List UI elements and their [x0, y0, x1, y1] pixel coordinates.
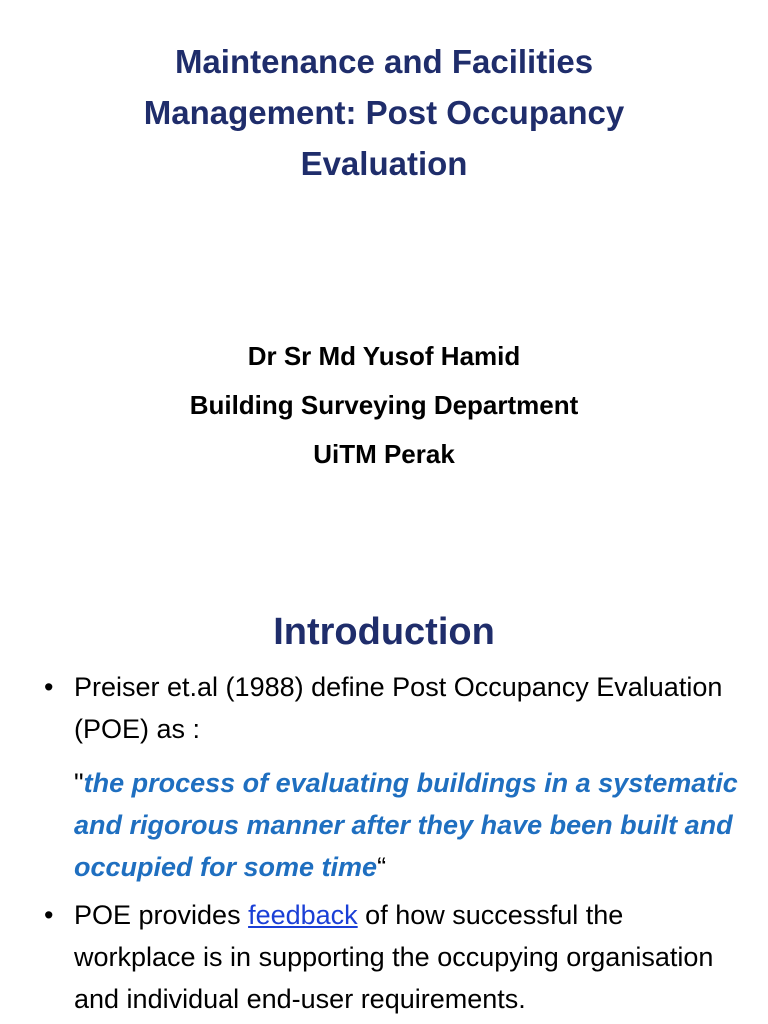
quote-text: the process of evaluating buildings in a systematic and rigorous manner after they have been built and occupied for some time — [74, 768, 738, 882]
author-institution: UiTM Perak — [313, 439, 455, 469]
feedback-link[interactable]: feedback — [248, 900, 358, 930]
slide-body — [40, 666, 740, 1020]
bullet-text: Preiser et.al (1988) define Post Occupancy Evaluation (POE) as : — [74, 672, 723, 744]
title-line: Evaluation — [300, 145, 468, 182]
bullet-item — [40, 894, 740, 1020]
author-department: Building Surveying Department — [189, 390, 579, 420]
slide-title: Introduction — [273, 611, 495, 653]
bullet-icon: • — [44, 900, 54, 930]
title-line: Management: Post Occupancy — [143, 94, 625, 131]
bullet-text-before-link: POE provides — [74, 900, 249, 930]
title-line: Maintenance and Facilities — [174, 43, 594, 80]
bullet-icon: • — [44, 672, 54, 702]
bullet-text-after-link: of how successful the workplace is in supporting the occupying organisation and individual end-user requirements. — [74, 900, 714, 1014]
introduction-slide — [0, 560, 768, 1024]
presentation-title — [0, 36, 768, 189]
author-name: Dr Sr Md Yusof Hamid — [247, 341, 521, 371]
definition-quote — [74, 762, 740, 888]
quote-close-mark: “ — [377, 852, 387, 882]
author-info — [0, 332, 768, 479]
bullet-item — [40, 666, 740, 750]
quote-open-mark: " — [74, 768, 84, 798]
